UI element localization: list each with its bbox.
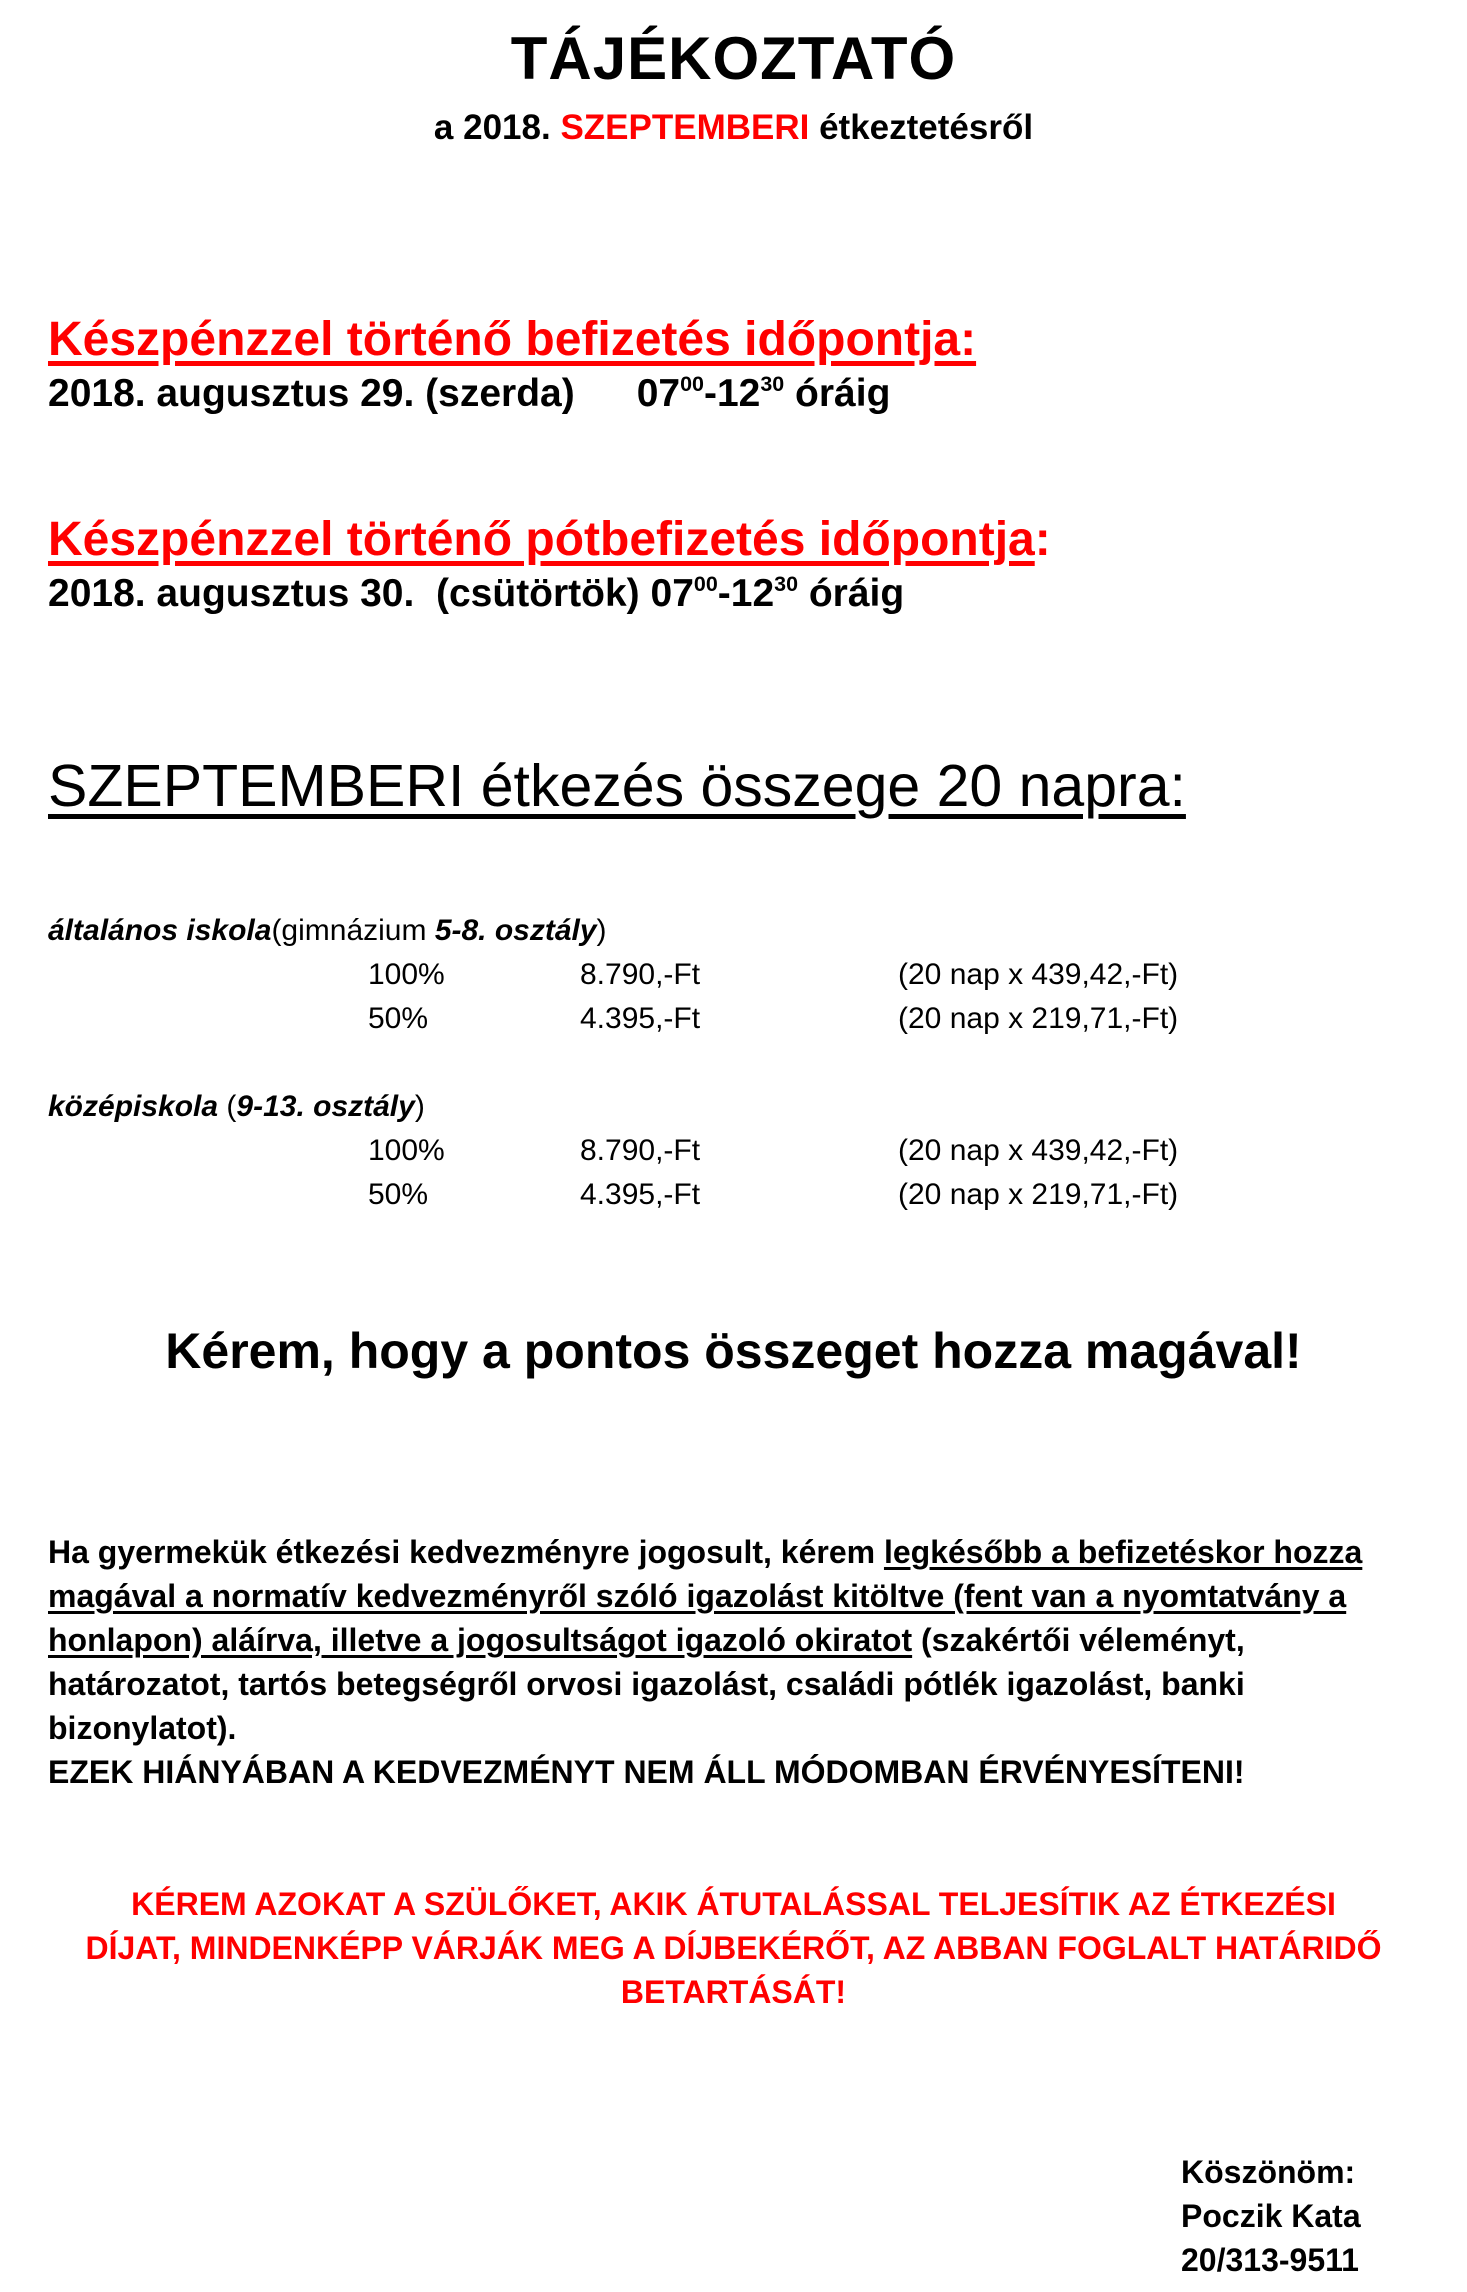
transfer-notice-line: KÉREM AZOKAT A SZÜLŐKET, AKIK ÁTUTALÁSSAL TELJESÍTIK AZ ÉTKEZÉSI	[131, 1886, 1336, 1922]
signature-phone[interactable]: 20/313-9511	[1181, 2242, 1359, 2278]
discount-notice-documents: (szakértői véleményt, határozatot, tartós betegségről orvosi igazolást, családi pótlék igazolást, banki bizonylatot).	[48, 1622, 1245, 1746]
price-amount: 8.790,-Ft	[580, 958, 701, 991]
time-start-hour: 07	[650, 572, 694, 615]
price-amount: 4.395,-Ft	[580, 1178, 701, 1211]
late-payment-heading-text: Készpénzzel történő pótbefizetés időpontja	[48, 513, 1035, 566]
category-paren-open: (	[218, 1090, 237, 1123]
category-paren-open: (gimnázium	[271, 914, 435, 947]
price-detail: (20 nap x 219,71,-Ft)	[898, 1002, 1179, 1035]
discount-notice-requirement: legkésőbb a befizetéskor hozza magával a normatív kedvezményről szóló igazolást kitöltve (fent van a nyomtatvány a honlapon) aláírva, illetve a jogosultságot igazoló okiratot	[48, 1534, 1363, 1658]
category-paren-close: )	[414, 1090, 425, 1123]
time-end-minute: 30	[774, 572, 798, 596]
transfer-notice-line: DÍJAT, MINDENKÉPP VÁRJÁK MEG A DÍJBEKÉRŐT, AZ ABBAN FOGLALT HATÁRIDŐ	[85, 1930, 1382, 1966]
category-general-school	[48, 914, 607, 948]
summary-title: SZEPTEMBERI étkezés összege 20 napra:	[48, 753, 1186, 819]
time-start-hour: 07	[636, 372, 681, 415]
category-secondary-school	[48, 1090, 425, 1124]
category-name: középiskola	[48, 1090, 219, 1123]
payment-date-line	[48, 372, 890, 416]
price-percent: 50%	[368, 1178, 429, 1211]
price-percent: 50%	[368, 1002, 429, 1035]
payment-heading	[48, 312, 976, 367]
late-payment-time	[651, 572, 905, 615]
transfer-notice-line: BETARTÁSÁT!	[620, 1974, 847, 2010]
price-detail: (20 nap x 219,71,-Ft)	[898, 1178, 1179, 1211]
time-suffix: óráig	[795, 372, 891, 415]
time-end-hour: -12	[703, 372, 761, 415]
late-payment-heading	[48, 512, 1051, 567]
signature-thanks: Köszönöm:	[1181, 2154, 1356, 2190]
time-end-minute: 30	[760, 372, 785, 396]
discount-notice	[48, 1530, 1428, 1794]
payment-date: 2018. augusztus 29. (szerda)	[48, 372, 575, 415]
discount-notice-intro: Ha gyermekük étkezési kedvezményre jogosult, kérem	[48, 1534, 884, 1570]
price-amount: 8.790,-Ft	[580, 1134, 701, 1167]
category-paren-close: )	[596, 914, 607, 947]
time-start-minute: 00	[693, 572, 718, 596]
signature-name: Poczik Kata	[1181, 2198, 1361, 2234]
document-subtitle	[0, 108, 1467, 148]
time-start-minute: 00	[680, 372, 704, 396]
subtitle-prefix: a 2018.	[433, 108, 551, 147]
late-payment-date: 2018. augusztus 30. (csütörtök)	[48, 572, 640, 615]
late-payment-date-line	[48, 572, 904, 616]
signature-block	[1181, 2150, 1361, 2282]
transfer-notice	[0, 1882, 1467, 2014]
price-detail: (20 nap x 439,42,-Ft)	[898, 958, 1179, 991]
late-payment-heading-colon: :	[1034, 513, 1051, 566]
price-amount: 4.395,-Ft	[580, 1002, 701, 1035]
price-percent: 100%	[368, 958, 445, 991]
price-detail: (20 nap x 439,42,-Ft)	[898, 1134, 1179, 1167]
payment-heading-text: Készpénzzel történő befizetés időpontja:	[48, 313, 977, 366]
subtitle-suffix: étkeztetésről	[819, 108, 1034, 147]
category-grades: 5-8. osztály	[434, 914, 597, 947]
category-grades: 9-13. osztály	[236, 1090, 415, 1123]
document-title: TÁJÉKOZTATÓ	[510, 25, 957, 92]
payment-time	[637, 372, 891, 415]
exact-amount-reminder: Kérem, hogy a pontos összeget hozza magával!	[165, 1323, 1302, 1379]
price-percent: 100%	[368, 1134, 445, 1167]
time-end-hour: -12	[717, 572, 775, 615]
subtitle-month: SZEPTEMBERI	[560, 108, 810, 147]
discount-notice-warning: EZEK HIÁNYÁBAN A KEDVEZMÉNYT NEM ÁLL MÓDOMBAN ÉRVÉNYESÍTENI!	[48, 1754, 1245, 1790]
time-suffix: óráig	[808, 572, 905, 615]
category-name: általános iskola	[48, 914, 272, 947]
